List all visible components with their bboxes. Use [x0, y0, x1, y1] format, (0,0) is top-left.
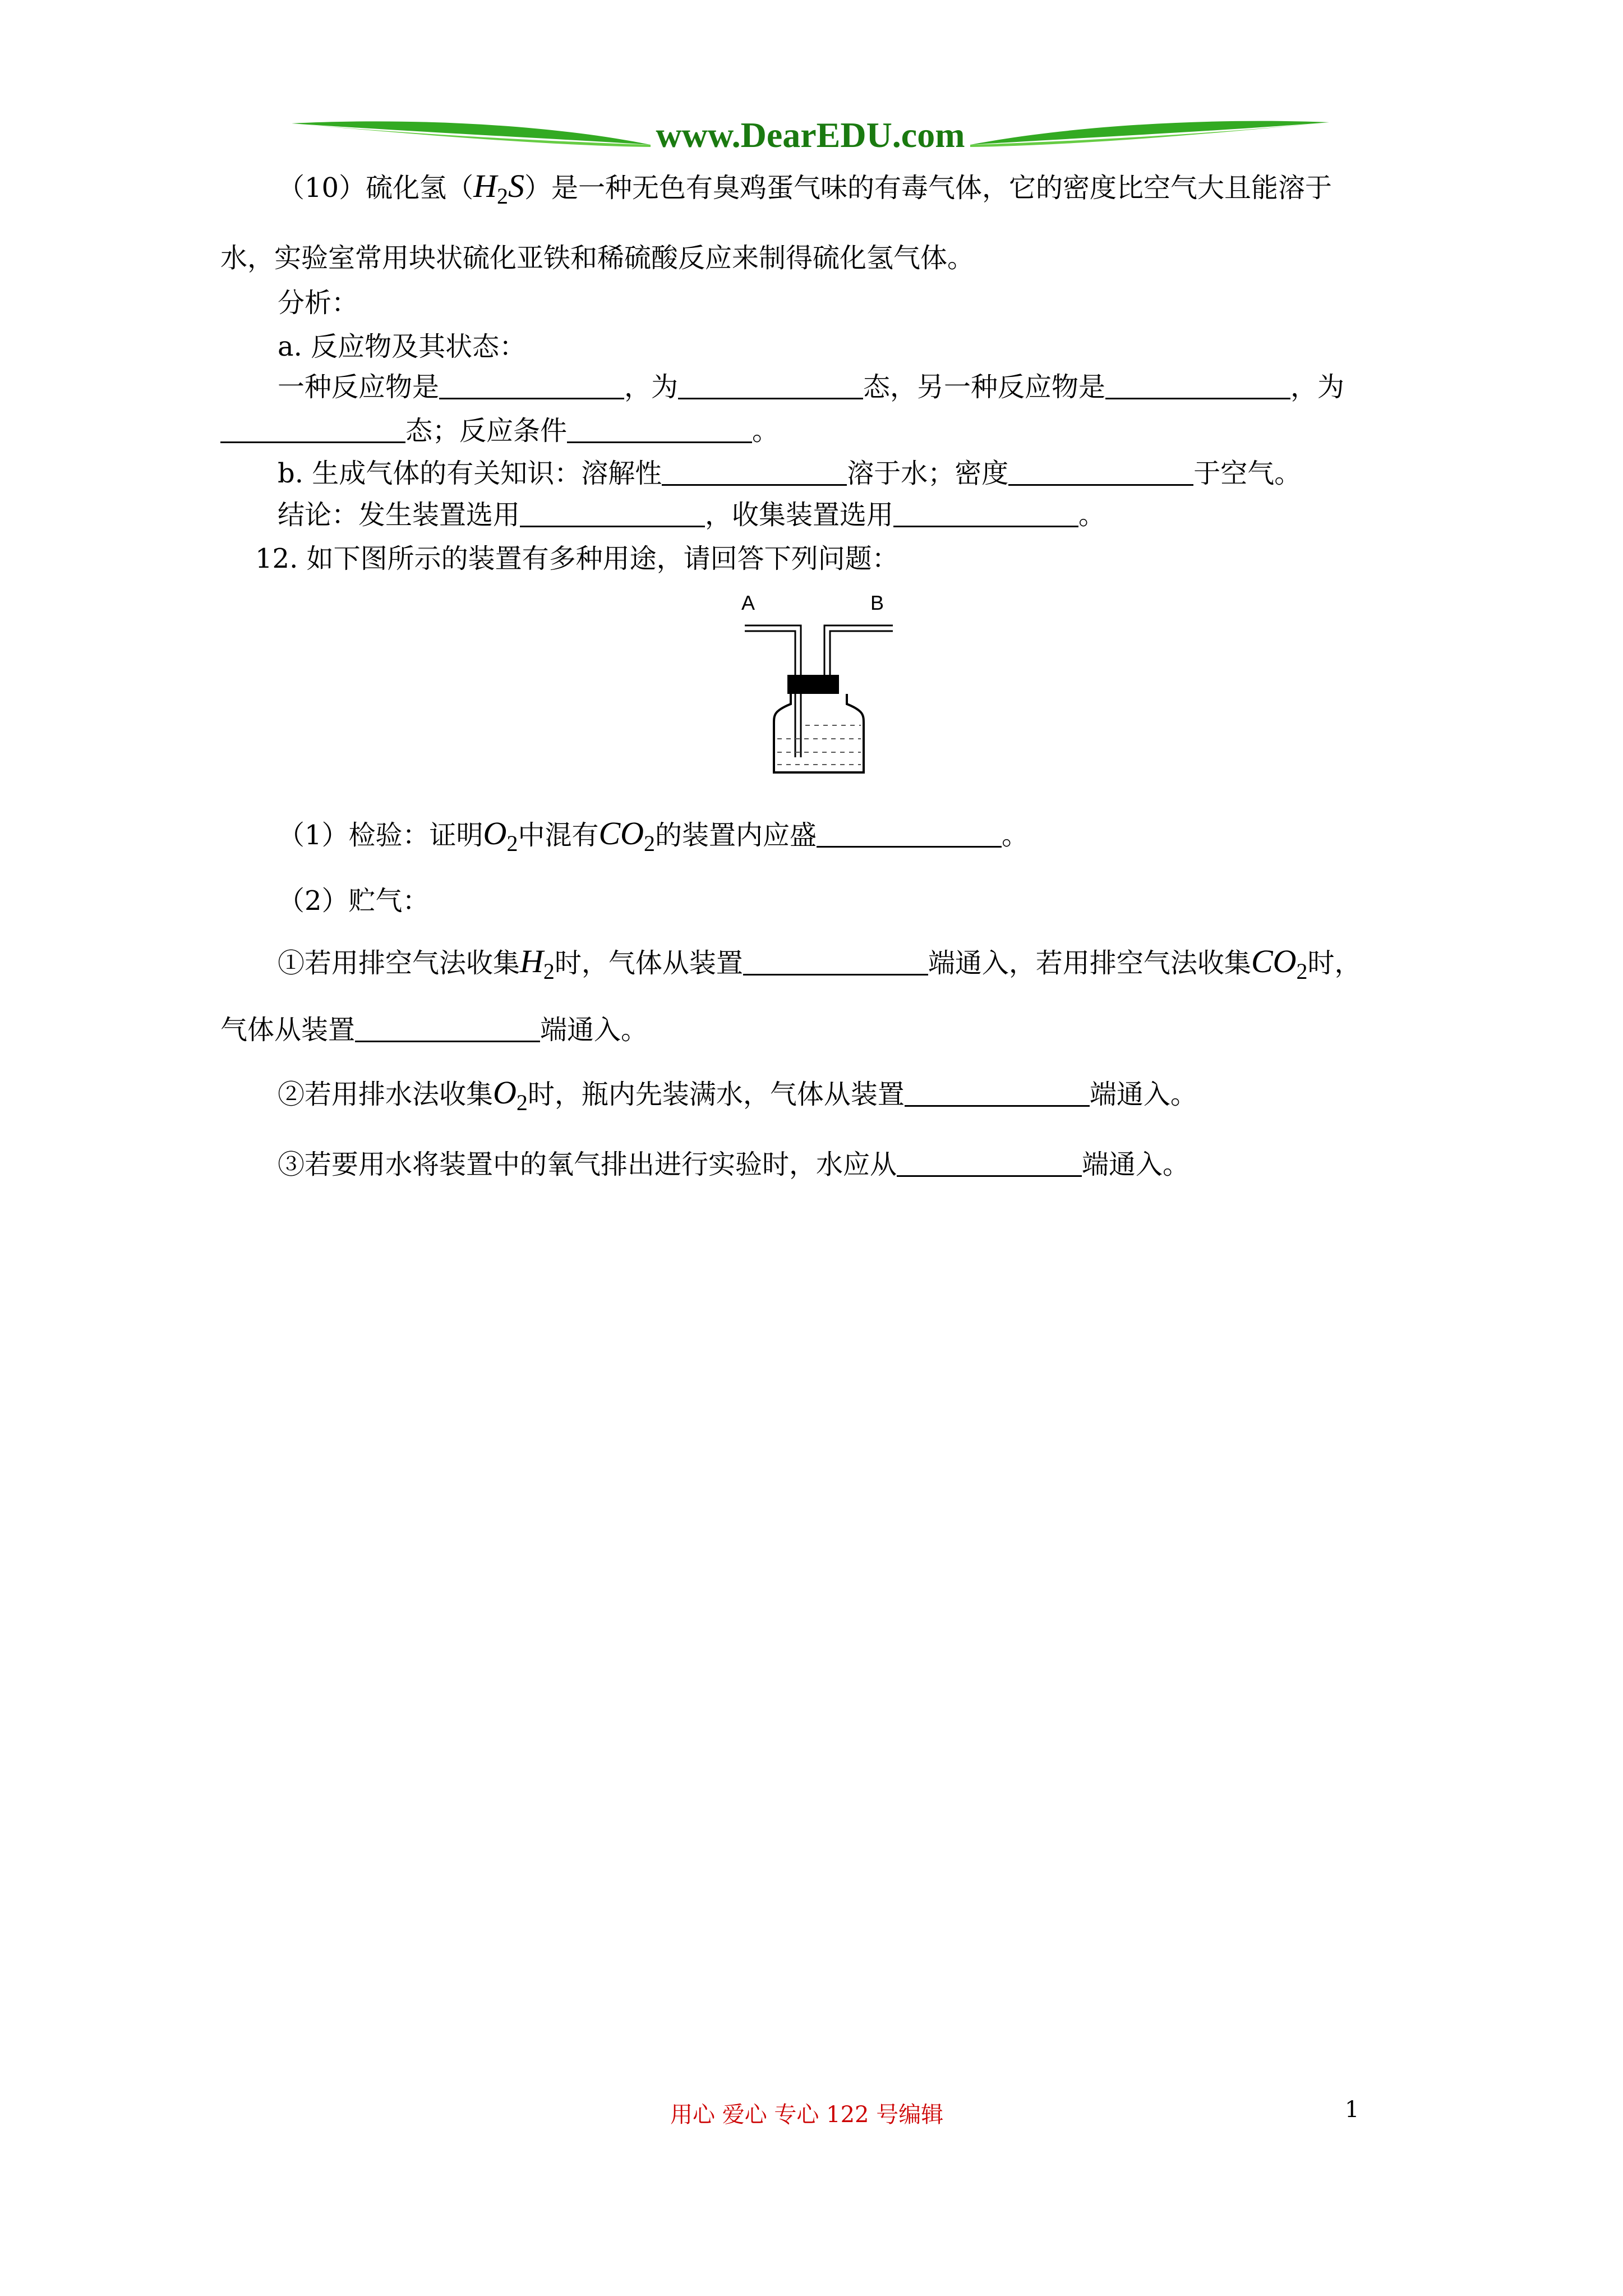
q10-intro-text: （10）硫化氢（ [278, 172, 474, 204]
section-b-line: b. 生成气体的有关知识：溶解性 溶于水；密度 于空气。 [278, 458, 1302, 489]
section-a-line2: 态；反应条件 。 [220, 414, 779, 448]
formula-o2: $O_2$ [483, 815, 518, 856]
q10-intro-line2: 水，实验室常用块状硫化亚铁和稀硫酸反应来制得硫化氢气体。 [220, 242, 975, 274]
logo-text: www.DearEDU.com [656, 115, 965, 155]
blank-state-1[interactable] [678, 371, 863, 399]
q12-case1-line1: ①若用排空气法收集$H_2$时，气体从装置 端通入，若用排空气法收集$CO_2$时， [278, 943, 1362, 984]
blank-reagent[interactable] [817, 819, 1002, 848]
logo-swoosh [292, 112, 1329, 157]
formula-h2s: $H_2S$ [473, 168, 524, 209]
q10-intro-text-cont: ）是一种无色有臭鸡蛋气味的有毒气体，它的密度比空气大且能溶于 [524, 172, 1332, 204]
formula-co2: $CO_2$ [598, 815, 656, 856]
formula-co2-b: $CO_2$ [1251, 943, 1308, 984]
blank-solubility[interactable] [662, 457, 847, 486]
blank-reactant-2[interactable] [1105, 371, 1290, 399]
blank-condition[interactable] [567, 415, 752, 443]
blank-reactant-1[interactable] [439, 371, 624, 399]
blank-generator[interactable] [520, 499, 705, 527]
stopper [787, 675, 839, 694]
blank-water-end[interactable] [897, 1148, 1082, 1177]
q12-part1: （1）检验：证明$O_2$中混有$CO_2$的装置内应盛 。 [278, 815, 1029, 856]
analysis-label: 分析： [278, 287, 359, 319]
label-a: A [741, 592, 755, 614]
gas-bottle-figure [735, 592, 903, 777]
section-a-label: a. 反应物及其状态： [278, 331, 527, 362]
section-a-line1: 一种反应物是 ，为 态，另一种反应物是 ，为 [278, 371, 1345, 403]
tube-b [824, 625, 893, 676]
blank-co2-end[interactable] [355, 1014, 540, 1042]
q12-case3: ③若要用水将装置中的氧气排出进行实验时，水应从 端通入。 [278, 1149, 1190, 1180]
blank-density[interactable] [1008, 457, 1193, 486]
formula-h2: $H_2$ [520, 943, 555, 984]
liquid [777, 725, 861, 765]
conclusion-line: 结论：发生装置选用 ，收集装置选用 。 [278, 499, 1106, 531]
bottle [774, 694, 864, 772]
q12-case1-line2: 气体从装置 端通入。 [220, 1014, 648, 1046]
q12-case2: ②若用排水法收集$O_2$时，瓶内先装满水，气体从装置 端通入。 [278, 1074, 1197, 1115]
blank-collector[interactable] [893, 499, 1078, 527]
page-number: 1 [1345, 2097, 1359, 2123]
blank-state-2[interactable] [220, 415, 405, 443]
label-b: B [870, 592, 884, 614]
blank-h2-end[interactable] [743, 947, 928, 976]
q12-part2-label: （2）贮气： [278, 885, 430, 917]
q12-title: 12. 如下图所示的装置有多种用途，请回答下列问题： [255, 543, 899, 574]
footer-text: 用心 爱心 专心 122 号编辑 [670, 2102, 944, 2128]
site-logo [292, 112, 1329, 157]
q10-intro-line1 [278, 168, 1332, 209]
formula-o2-b: $O_2$ [493, 1074, 528, 1115]
blank-o2-end[interactable] [905, 1078, 1090, 1107]
